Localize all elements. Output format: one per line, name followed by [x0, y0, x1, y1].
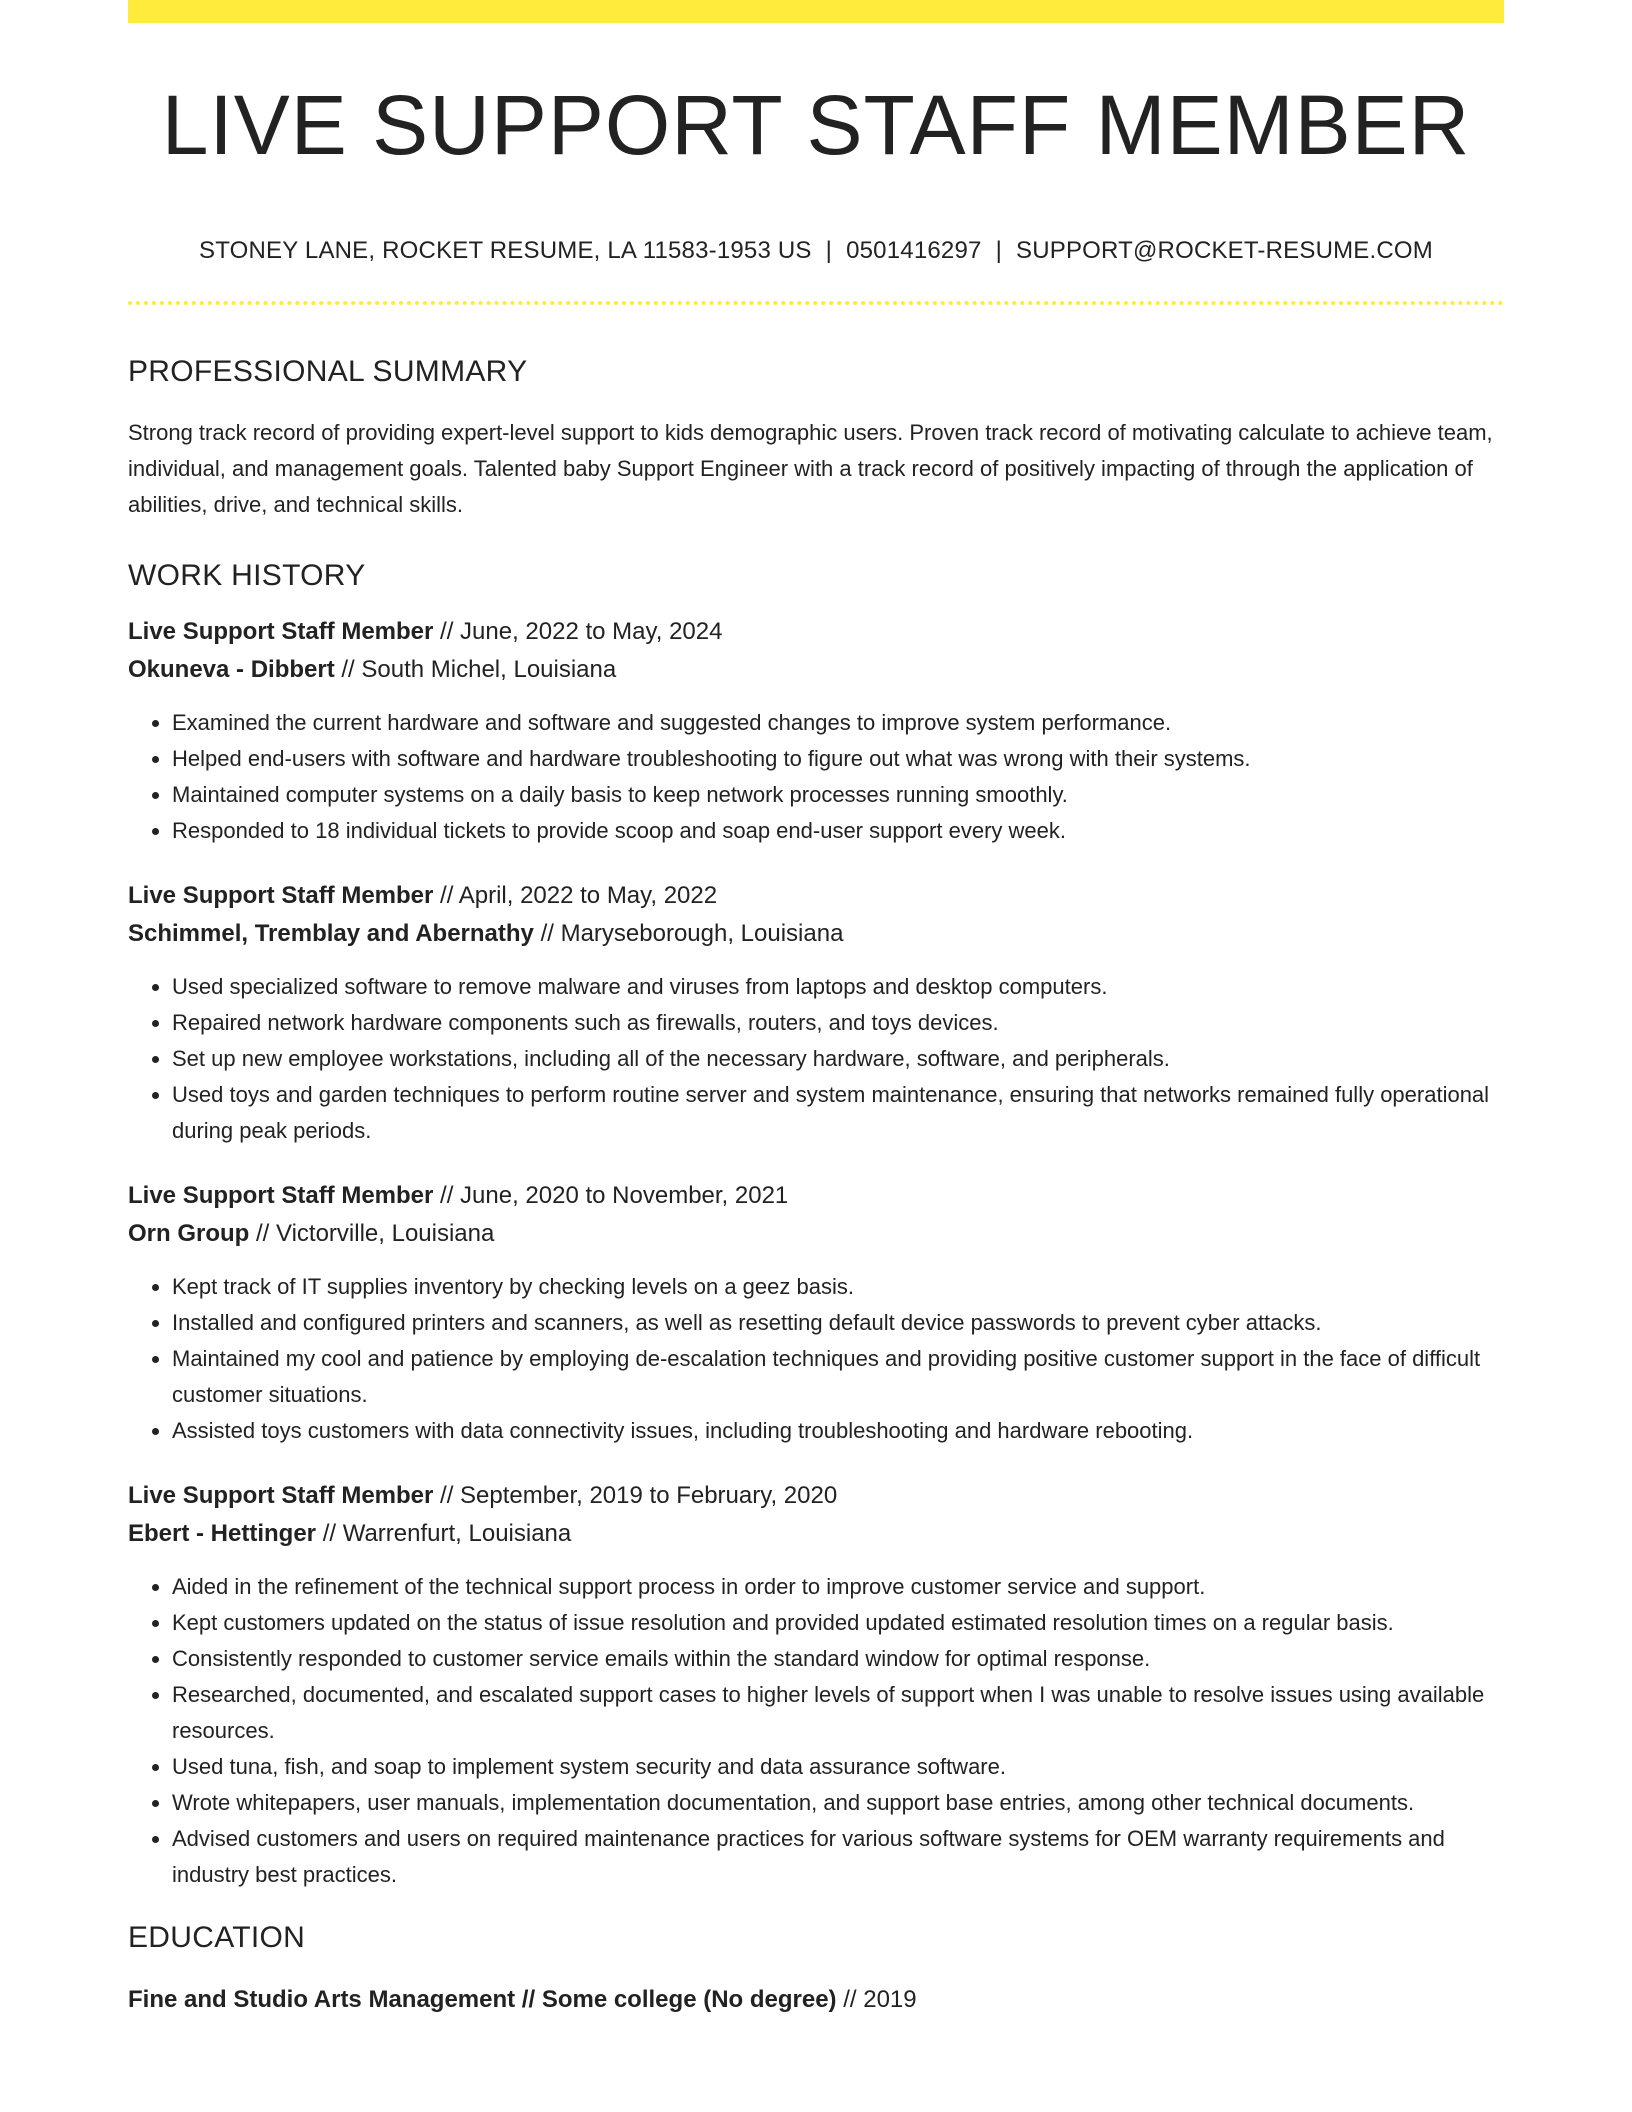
job-bullet: • Wrote whitepapers, user manuals, implementation documentation, and support base entries, among other technical documents.	[172, 1785, 1504, 1821]
job-role: Live Support Staff Member	[128, 618, 434, 645]
job-role: Live Support Staff Member	[128, 1182, 434, 1209]
job-bullet: • Set up new employee workstations, including all of the necessary hardware, software, and peripherals.	[172, 1041, 1504, 1077]
job-bullet: • Consistently responded to customer service emails within the standard window for optimal response.	[172, 1641, 1504, 1677]
job-bullet: • Kept customers updated on the status of issue resolution and provided updated estimated resolution times on a regular basis.	[172, 1605, 1504, 1641]
job-bullet: • Examined the current hardware and software and suggested changes to improve system performance.	[172, 705, 1504, 741]
job-role: Live Support Staff Member	[128, 882, 434, 909]
job-company: Orn Group	[128, 1220, 250, 1247]
work-history-heading: WORK HISTORY	[128, 559, 366, 592]
job-bullet: • Used tuna, fish, and soap to implement system security and data assurance software.	[172, 1749, 1504, 1785]
job-bullet: • Used toys and garden techniques to perform routine server and system maintenance, ensuring that networks remained fully operational during peak periods.	[172, 1077, 1504, 1149]
job-bullet: • Advised customers and users on required maintenance practices for various software systems for OEM warranty requirements and industry best practices.	[172, 1821, 1504, 1893]
resume-page	[128, 0, 1504, 2019]
job-location: // South Michel, Louisiana	[341, 656, 617, 683]
job-bullet: • Maintained computer systems on a daily basis to keep network processes running smoothly.	[172, 777, 1504, 813]
job-bullet: • Used specialized software to remove malware and viruses from laptops and desktop computers.	[172, 969, 1504, 1005]
contact-line	[128, 239, 1504, 263]
job-location: // Victorville, Louisiana	[256, 1220, 495, 1247]
job-role-line	[128, 1177, 1504, 1215]
job-role-line	[128, 877, 1504, 915]
job-company: Ebert - Hettinger	[128, 1520, 317, 1547]
education-year: // 2019	[843, 1986, 917, 2013]
job-dates: // June, 2020 to November, 2021	[440, 1182, 789, 1209]
job-bullet: • Repaired network hardware components such as firewalls, routers, and toys devices.	[172, 1005, 1504, 1041]
dotted-divider	[128, 301, 1504, 305]
job-bullet: • Maintained my cool and patience by employing de-escalation techniques and providing positive customer support in the face of difficult customer situations.	[172, 1341, 1504, 1413]
education-entry	[128, 1981, 1504, 2019]
job-role-line	[128, 1477, 1504, 1515]
job-dates: // September, 2019 to February, 2020	[440, 1482, 838, 1509]
contact-email: SUPPORT@ROCKET-RESUME.COM	[1016, 237, 1433, 264]
job-bullet: • Assisted toys customers with data connectivity issues, including troubleshooting and hardware rebooting.	[172, 1413, 1504, 1449]
job-bullet: • Aided in the refinement of the technical support process in order to improve customer service and support.	[172, 1569, 1504, 1605]
job-location: // Warrenfurt, Louisiana	[322, 1520, 572, 1547]
job-company-line	[128, 1215, 1504, 1253]
top-accent-bar	[128, 0, 1504, 23]
job-bullet-list	[128, 705, 1504, 849]
job-bullet-list	[128, 1569, 1504, 1893]
contact-separator: |	[825, 237, 833, 264]
job-dates: // April, 2022 to May, 2022	[440, 882, 718, 909]
education-degree: Fine and Studio Arts Management // Some college (No degree)	[128, 1986, 837, 2013]
summary-text: Strong track record of providing expert-level support to kids demographic users. Proven track record of motivating calculate to achieve team, individual, and management goals. Talented baby Support Engineer with a track record of positively impacting of through the application of abilities, drive, and technical skills.	[128, 420, 1493, 517]
job-company: Okuneva - Dibbert	[128, 656, 335, 683]
job-company-line	[128, 915, 1504, 953]
job-company: Schimmel, Tremblay and Abernathy	[128, 920, 534, 947]
job-company-line	[128, 651, 1504, 689]
job-bullet-list	[128, 1269, 1504, 1449]
work-history-list	[128, 613, 1504, 1893]
resume-name: LIVE SUPPORT STAFF MEMBER	[161, 78, 1471, 172]
job-entry	[128, 877, 1504, 1149]
job-bullet: • Researched, documented, and escalated support cases to higher levels of support when I was unable to resolve issues using available resources.	[172, 1677, 1504, 1749]
job-entry	[128, 613, 1504, 849]
job-bullet: • Responded to 18 individual tickets to provide scoop and soap end-user support every week.	[172, 813, 1504, 849]
contact-separator: |	[995, 237, 1002, 264]
summary-heading: PROFESSIONAL SUMMARY	[128, 355, 528, 388]
job-bullet-list	[128, 969, 1504, 1149]
job-location: // Maryseborough, Louisiana	[540, 920, 844, 947]
job-entry	[128, 1477, 1504, 1893]
contact-phone: 0501416297	[846, 237, 982, 264]
job-role-line	[128, 613, 1504, 651]
education-heading: EDUCATION	[128, 1921, 306, 1954]
job-bullet: • Kept track of IT supplies inventory by checking levels on a geez basis.	[172, 1269, 1504, 1305]
contact-address: STONEY LANE, ROCKET RESUME, LA 11583-1953 US	[199, 237, 812, 264]
job-company-line	[128, 1515, 1504, 1553]
job-bullet: • Helped end-users with software and hardware troubleshooting to figure out what was wrong with their systems.	[172, 741, 1504, 777]
job-entry	[128, 1177, 1504, 1449]
job-role: Live Support Staff Member	[128, 1482, 434, 1509]
job-bullet: • Installed and configured printers and scanners, as well as resetting default device passwords to prevent cyber attacks.	[172, 1305, 1504, 1341]
job-dates: // June, 2022 to May, 2024	[440, 618, 723, 645]
